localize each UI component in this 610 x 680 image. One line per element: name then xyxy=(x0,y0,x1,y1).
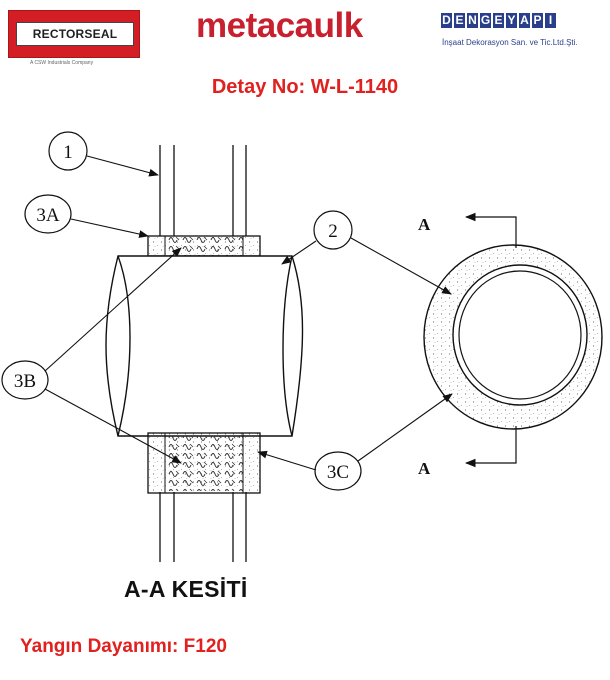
callout-1 xyxy=(49,132,158,175)
section-title: A-A KESİTİ xyxy=(124,576,248,602)
callout-3a-label: 3A xyxy=(36,205,60,226)
dengeyapi-logo-letter: I xyxy=(545,13,556,28)
section-view-ring xyxy=(424,245,602,429)
section-marker-top xyxy=(418,215,516,248)
dengeyapi-logo-letter: A xyxy=(520,13,529,27)
wall-section xyxy=(106,256,303,436)
callout-2-label: 2 xyxy=(328,221,338,242)
callout-3a xyxy=(25,195,148,236)
pipe-bottom xyxy=(160,492,246,562)
dengeyapi-logo-letter: P xyxy=(533,13,542,27)
section-marker-bottom-label: A xyxy=(418,459,431,478)
callout-3c-label: 3C xyxy=(326,462,350,483)
sealant-collar-top xyxy=(148,236,260,256)
metacaulk-logo: metacaulk xyxy=(196,6,363,45)
rectorseal-tagline: A CSW Industrials Company xyxy=(30,60,94,66)
dengeyapi-logo-letter: G xyxy=(480,13,491,27)
callout-3b-label: 3B xyxy=(13,371,37,392)
dengeyapi-logo-letter: E xyxy=(494,13,503,27)
dengeyapi-tagline: İnşaat Dekorasyon San. ve Tic.Ltd.Şti. xyxy=(442,38,578,47)
section-marker-top-label: A xyxy=(418,215,431,234)
rectorseal-logo-text: RECTORSEAL xyxy=(16,22,134,46)
dengeyapi-logo-letter: Y xyxy=(507,13,516,27)
detail-number: Detay No: W-L-1140 xyxy=(211,76,399,98)
callout-1-label: 1 xyxy=(63,142,73,163)
dengeyapi-logo-letter: D xyxy=(442,13,451,27)
dengeyapi-logo-letter: E xyxy=(455,13,464,27)
dengeyapi-logo-letter: N xyxy=(468,13,477,27)
pipe-top xyxy=(160,145,246,236)
section-marker-bottom xyxy=(418,426,516,478)
sealant-collar-bottom xyxy=(148,433,260,493)
fire-rating: Yangın Dayanımı: F120 xyxy=(20,636,227,657)
